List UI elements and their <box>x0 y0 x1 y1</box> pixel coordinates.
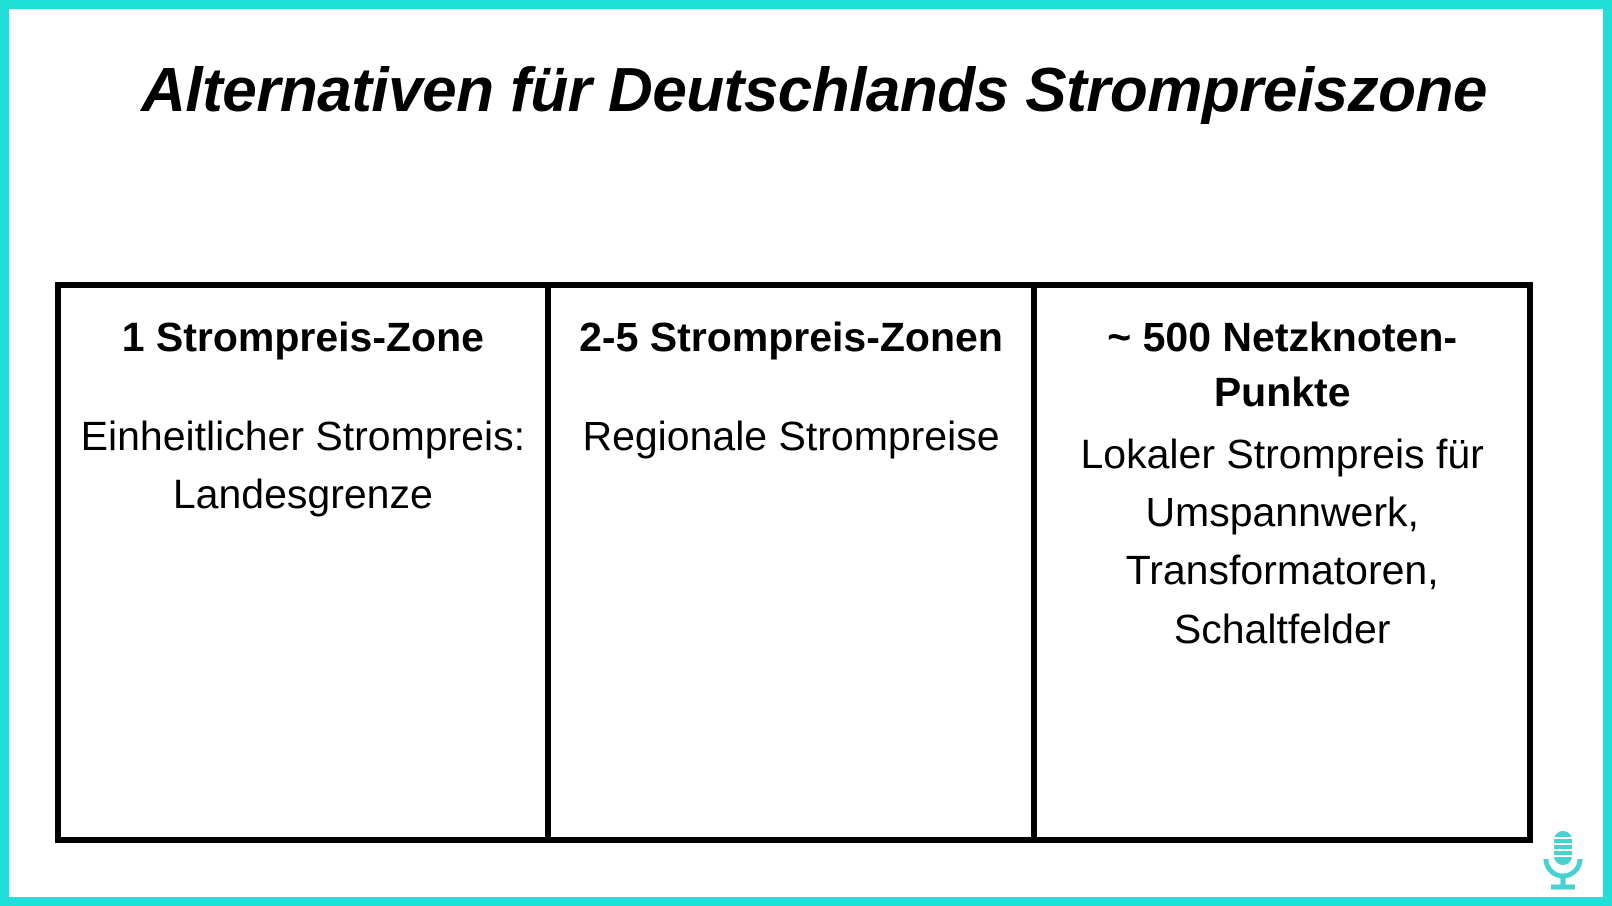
table-column-nodal-points <box>1037 288 1527 837</box>
page-title: Alternativen für Deutschlands Strompreiszone <box>141 56 1487 125</box>
microphone-icon <box>1537 829 1589 891</box>
table-column-multiple-zones <box>551 288 1038 837</box>
table-column-one-zone <box>61 288 551 837</box>
comparison-table <box>55 282 1533 843</box>
column-description: Regionale Strompreise <box>582 412 1000 459</box>
column-heading: ~ 500 Netzknoten-Punkte <box>1107 314 1458 415</box>
column-description: Einheitlicher Strompreis: Landesgrenze <box>80 412 525 517</box>
slide-content <box>9 9 1603 897</box>
column-heading: 1 Strompreis-Zone <box>121 314 484 360</box>
column-heading: 2-5 Strompreis-Zonen <box>579 314 1003 360</box>
column-description: Lokaler Strompreis für Umspannwerk, Transformatoren, Schaltfelder <box>1080 431 1484 652</box>
